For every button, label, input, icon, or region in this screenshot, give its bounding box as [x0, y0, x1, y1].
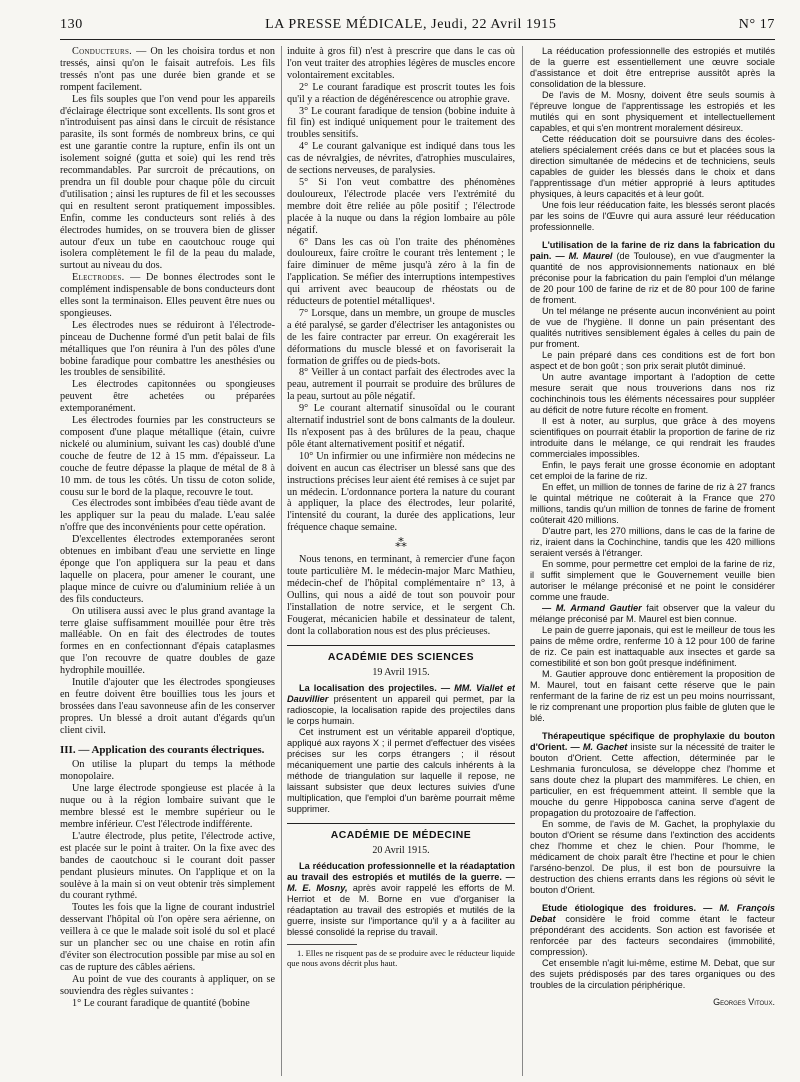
report-authors: — M. Armand Gautier: [542, 603, 642, 613]
report-authors: — M. Maurel: [551, 251, 613, 261]
paragraph: Un tel mélange ne présente aucun inconvénient au point de vue de l'hygiène. Il donne un pain présentant des qualités nutritives sensiblement égales à celles du pain de pur froment.: [530, 306, 775, 349]
paragraph-electrodes: [60, 272, 275, 320]
page-number: 130: [60, 17, 83, 32]
report-bouton-orient: [530, 731, 775, 819]
report-text: après avoir rappelé les efforts de M. Herriot et de M. Borne en vue d'organiser la réadaptation au travail des estropiés et mutilés de la guerre, insiste sur l'importance qu'il y a à faciliter au blessé consolidé la reprise du travail.: [287, 883, 515, 938]
report-title: La rééducation professionnelle et la réadaptation au travail des estropiés et mutilés de la guerre.: [287, 861, 515, 883]
paragraph: Les électrodes fournies par les constructeurs se composent d'une plaque métallique (étain, cuivre nickelé ou aluminium, suivant les cas) doublé d'une couche de feutre de 12 à 15 mm. d'épaisseur. La couche de feutre dépasse la plaque de métal de 8 à 10 mm. de tous les côtés. Un tissu de coton solide, cousu sur le bord de la plaque, recouvre le tout.: [60, 415, 275, 498]
report-title: Thérapeutique spécifique de prophylaxie du bouton d'Orient.: [530, 731, 775, 752]
rule-item: 9° Le courant alternatif sinusoïdal ou le courant alternatif industriel sont de bons calmants de la douleur. Ils n'exposent pas à des brûlures de la peau, chaque pôle étant alternativement positif et négatif.: [287, 403, 515, 450]
report-text: (de Toulouse), en vue d'augmenter la quantité de nos approvisionnements nationaux en blé préconise pour la fabrication du pain l'emploi d'un mélange de 20 pour 100 de farine de riz et de 80 pour 100 de farine de froment.: [530, 251, 775, 305]
paragraph: Enfin, le pays ferait une grosse économie en adoptant cet emploi de la farine de riz.: [530, 460, 775, 481]
paragraph: Le pain de guerre japonais, qui est le meilleur de tous les pains de même ordre, renferme 10 à 12 pour 100 de farine de riz. Ce pain est inattaquable aux insectes et garde sa comestibilité et son bon goût presque indéfiniment.: [530, 625, 775, 668]
report-reeducation: [287, 861, 515, 938]
column-divider-1: [281, 46, 282, 1076]
report-authors: — MM. Viallet et Dauvillier: [287, 683, 515, 705]
header-rule: [60, 39, 775, 40]
paragraph: Au point de vue des courants à appliquer, on se souviendra des règles suivantes :: [60, 973, 275, 997]
academy-title: ACADÉMIE DES SCIENCES: [327, 652, 475, 664]
report-text: considère le froid comme étant le facteur prépondérant des accidents. Son action est favorisée et renforcée par des facteurs secondaires (immobilité, compression).: [530, 914, 775, 957]
paragraph: Cette rééducation doit se poursuivre dans des écoles-ateliers spécialement créés dans ce but et placées sous la direction simultanée de médecins et de techniciens, seuls capables de guider les blessés dans le choix et dans l'apprentissage d'un métier approprié à leurs aptitudes physiques, à leurs capacités et à leur goût.: [530, 134, 775, 199]
report-gautier: [530, 603, 775, 625]
paragraph: De l'avis de M. Mosny, doivent être seuls soumis à l'épreuve longue de l'apprentissage les estropiés et les mutilés qui en sont physiquement et intellectuellement capables, et qui s'en montrent moralement désireux.: [530, 90, 775, 133]
paragraph: Une fois leur rééducation faite, les blessés seront placés par les soins de l'Œuvre qui aura assuré leur rééducation professionnelle.: [530, 200, 775, 232]
academy-date: 20 Avril 1915.: [372, 845, 430, 857]
report-localisation: [287, 683, 515, 727]
paragraph: Les fils souples que l'on vend pour les appareils d'éclairage électrique sont excellents. Ils sont gros et n'introduisent pas ainsi dans le circuit de résistance parasite, ils sont formés de nombreux brins, ce qui est une garantie contre la rupture, enfin ils ont un isolement soigné (gutta et soie) qui les rend très recommandables. Par surcroit de précautions, on prendra un fil double pour chaque pôle du circuit d'utilisation ; ainsi les ruptures de fil et les secousses qui en resultent seront pratiquement impossibles. Enfin, comme les conducteurs sont reliés à des électrodes humides, on se trouvera bien de glisser autour d'eux un tube en caoutchouc rouge qui isolera complètement le fil de la peau du malade, surtout au niveau du dos.: [60, 93, 275, 272]
paragraph: Le pain préparé dans ces conditions est de fort bon aspect et de bon goût ; son prix serait plutôt diminué.: [530, 350, 775, 371]
paragraph-conducteurs: [60, 46, 275, 94]
rule-item: 6° Dans les cas où l'on traite des phénomènes douloureux, faire croître le courant très lentement ; le faire diminuer de même jusqu'à zéro à la fin de l'application. Se méfier des interruptions intempestives qui arrivent avec beaucoup de rhéostats ou de réducteurs de potentiel métalliques¹.: [287, 236, 515, 308]
paragraph: En somme, pour permettre cet emploi de la farine de riz, il suffit simplement que le Gouvernement veuille bien autoriser le mélange préconisé et ne point le considérer comme une fraude.: [530, 559, 775, 602]
report-farine-riz: [530, 240, 775, 306]
rule-item: 4° Le courant galvanique est indiqué dans tous les cas de névralgies, de névrites, d'atrophies musculaires, de sections nerveuses, de paralysies.: [287, 141, 515, 177]
report-title: Etude étiologique des froidures.: [542, 903, 697, 913]
paragraph: Une large électrode spongieuse est placée à la nuque ou à la région lombaire suivant que le membre blessé est le membre supérieur ou le membre inférieur. C'est l'électrode indifférente.: [60, 783, 275, 830]
footnote: 1. Elles ne risquent pas de se produire avec le réducteur liquide que nous avons décrit plus haut.: [287, 948, 515, 969]
rule-item: 2° Le courant faradique est proscrit toutes les fois qu'il y a réaction de dégénérescence ou atrophie grave.: [287, 81, 515, 105]
paragraph: D'autre part, les 270 millions, dans le cas de la farine de riz, iraient dans la Cochinchine, tandis que les 420 millions seraient versés à l'étranger.: [530, 526, 775, 558]
paragraph: Cet ensemble n'agit lui-même, estime M. Debat, que sur des sujets prédisposés par des tares organiques ou des troubles de la circulation périphérique.: [530, 958, 775, 990]
paragraph: Cet instrument est un véritable appareil d'optique, appliqué aux rayons X ; il permet d'effectuer des visées précises sur les corps étrangers ; il résout mécaniquement une partie des calculs inhérents à la méthode de triangulation sur laquelle il repose, ne laissant subsister que deux lectures suivies d'une multiplication, que l'emploi d'un barème pourrait même supprimer.: [287, 727, 515, 815]
paragraph: Il est à noter, au surplus, que grâce à des moyens scientifiques on pourrait établir la proportion de farine de riz introduite dans le mélange, ce qui rendrait les fraudes commerciales impossibles.: [530, 416, 775, 459]
academy-title: ACADÉMIE DE MÉDECINE: [330, 830, 472, 842]
paragraph: M. Gautier approuve donc entièrement la proposition de M. Maurel, tout en faisant cette réserve que le pain renfermant de la farine de riz est un peu moins nourrissant, le riz comprenant une proportion plus faible de gluten que le blé.: [530, 669, 775, 723]
paragraph: Les électrodes nues se réduiront à l'électrode-pinceau de Duchenne formé d'un petit balai de fils métalliques que l'on réunira à l'un des pôles d'une bobine faradique pour combattre les anesthésies ou les troubles de sensibilité.: [60, 319, 275, 379]
report-authors: — M. François Debat: [530, 903, 775, 924]
signature: Georges Vitoux.: [713, 997, 775, 1007]
page-header: [60, 17, 775, 39]
paragraph: Les électrodes capitonnées ou spongieuses peuvent être achetées ou préparées extemporanément.: [60, 379, 275, 415]
report-froidures: [530, 903, 775, 958]
report-text: fait observer que la valeur du mélange préconisé par M. Maurel est bien connue.: [530, 603, 775, 624]
paragraph: 1° Le courant faradique de quantité (bobine: [72, 997, 250, 1009]
report-authors: — M. E. Mosny,: [287, 872, 515, 894]
paragraph-thanks: Nous tenons, en terminant, à remercier d'une façon toute particulière M. le médecin-major Marc Mathieu, médecin-chef de l'hôpital complémentaire n° 13, à Oullins, qui nous a aidé de tout son pouvoir pour l'installation de notre service, et le sergent Ch. Fougerat, mécanicien habile et dessinateur de talent, dont la collaboration nous est des plus précieuses.: [287, 554, 515, 637]
paragraph: Toutes les fois que la ligne de courant industriel desservant l'hôpital où l'on opère sera aérienne, on veillera à ce que le malade soit isolé du sol et placé sur un plancher sec ou une chaise en rotin afin d'éviter son électrocution possible par mise au sol en cas de rupture des câbles aériens.: [60, 902, 275, 973]
paragraph: Inutile d'ajouter que les électrodes spongieuses en feutre doivent être bouillies tous les jours et brossées dans l'eau savonneuse afin de les conserver propres. Un blessé a droit autant d'égards qu'un client civil.: [60, 677, 275, 736]
asterism: ⁂: [395, 536, 407, 551]
report-authors: — M. Gachet: [567, 742, 628, 752]
paragraph: D'excellentes électrodes extemporanées seront obtenues en imbibant d'eau une serviette en linge éponge que l'on appliquera sur la peau et dans laquelle on placera, pour amener le courant, une plaque mince de cuivre ou d'aluminium reliée à un des fils conducteurs.: [60, 534, 275, 605]
journal-title: LA PRESSE MÉDICALE, Jeudi, 22 Avril 1915: [265, 17, 557, 32]
paragraph: Ces électrodes sont imbibées d'eau tiède avant de les appliquer sur la peau du malade. L'eau salée n'offre que des inconvénients pour cette opération.: [60, 498, 275, 534]
paragraph: L'autre électrode, plus petite, l'électrode active, est placée sur le point à traiter. On la fixe avec des bandes de caoutchouc si le courant doit passer pendant plusieurs minutes. On l'applique et on la soulève à la main si on veut obtenir très simplement du courant rythmé.: [60, 830, 275, 902]
column-divider-2: [522, 46, 523, 1076]
lead-electrodes: Electrodes.: [72, 272, 125, 284]
report-title: L'utilisation de la farine de riz dans la fabrication du pain.: [530, 240, 775, 261]
text-electrodes: — De bonnes électrodes sont le complément indispensable de bons conducteurs dont elles sont la terminaison. Elles peuvent être nues ou spongieuses.: [60, 272, 275, 319]
footnote-rule: [287, 944, 357, 945]
academy-date: 19 Avril 1915.: [372, 667, 430, 679]
column-2: [287, 46, 515, 1076]
report-title: La localisation des projectiles.: [299, 683, 437, 694]
column-1: [60, 46, 275, 1076]
rule-item: 5° Si l'on veut combattre des phénomènes douloureux, l'électrode placée vers l'extrémité du membre doit être reliée au pôle positif ; l'électrode placée à la nuque ou dans la région lombaire au pôle négatif.: [287, 176, 515, 236]
academie-sciences-block: [287, 645, 515, 815]
section-heading: III. — Application des courants électriques.: [60, 743, 265, 756]
paragraph: En effet, un million de tonnes de farine de riz à 27 francs le quintal métrique ne coûterait à la France que 270 millions, tandis qu'un million de tonnes de farine de froment coûterait 420 millions.: [530, 482, 775, 525]
text-conducteurs: — On les choisira tordus et non tressés, ainsi qu'on le faisait autrefois. Les fils tressés n'ont pas une durée bien grande et se rompent facilement.: [60, 46, 275, 93]
paragraph: La rééducation professionnelle des estropiés et mutilés de la guerre est essentiellement une œuvre sociale d'assistance et doit être entreprise aussitôt après la consolidation de la blessure.: [530, 46, 775, 89]
paragraph: Un autre avantage important à l'adoption de cette mesure serait que nous trouverions dans nos riz cochinchinois tous les éléments nécessaires pour suppléer au déficit de notre future récolte en froment.: [530, 372, 775, 415]
rule-item: 8° Veiller à un contact parfait des électrodes avec la peau, autrement il pourrait se produire des brûlures de la peau, surtout au pôle négatif.: [287, 367, 515, 403]
paragraph: induite à gros fil) n'est à prescrire que dans le cas où l'on veut traiter des atrophies légères de muscles encore volontairement excitables.: [287, 46, 515, 81]
academie-medecine-block: [287, 823, 515, 938]
rule-item: 7° Lorsque, dans un membre, un groupe de muscles a été paralysé, se garder d'électriser les antagonistes ou de les faire contracter par erreur. On exagérerait les déformations du muscle blessé et on favoriserait la formation de griffes ou de pieds-bots.: [287, 307, 515, 367]
report-text: présentent un appareil qui permet, par la radioscopie, la localisation rapide des projectiles dans le corps humain.: [287, 694, 515, 727]
lead-conducteurs: Conducteurs.: [72, 46, 133, 57]
paragraph: En somme, de l'avis de M. Gachet, la prophylaxie du bouton d'Orient se résume dans l'extinction des accidents chez l'homme et chez le chien. Pour l'homme, le médicament de choix paraît être l'hectine et pour le chien l'arséno-benzol. De plus, il est bon de poursuivre la destruction des chiens errants dans les régions où sévit le bouton d'Orient.: [530, 819, 775, 895]
paragraph: On utilisera aussi avec le plus grand avantage la terre glaise suffisamment mouillée pour être très malléable. On en fait des électrodes de toutes formes en en confectionnant d'épais cataplasmes que l'on recouvre de quatre doubles de gaze hydrophile mouillée.: [60, 605, 275, 677]
rule-item: 10° Un infirmier ou une infirmière non médecins ne doivent en aucun cas électriser un blessé sans que des instructions précises leur aient été remises à ce sujet par un médecin. L'ordonnance portera la nature du courant à appliquer, la place des électrodes, leur polarité, l'intensité du courant, la durée des applications, leur fréquence chaque semaine.: [287, 450, 515, 534]
rule-item: 3° Le courant faradique de tension (bobine induite à fil fin) est indiqué uniquement pour le traitement des troubles sensitifs.: [287, 105, 515, 141]
issue-number: N° 17: [738, 17, 775, 32]
report-text: insiste sur la nécessité de traiter le bouton d'Orient. Cette affection, déterminée par le Leshmania furonculosa, se développe chez l'homme et sans doute chez la plupart des mammifères. Le chien, en particulier, en est fréquemment atteint. Il semble que la mouche du genre Hippobosca canina serve d'agent de propagation du protozoaire de l'affection.: [530, 742, 775, 818]
column-3: [530, 46, 775, 1076]
paragraph: On utilise la plupart du temps la méthode monopolaire.: [60, 759, 275, 783]
